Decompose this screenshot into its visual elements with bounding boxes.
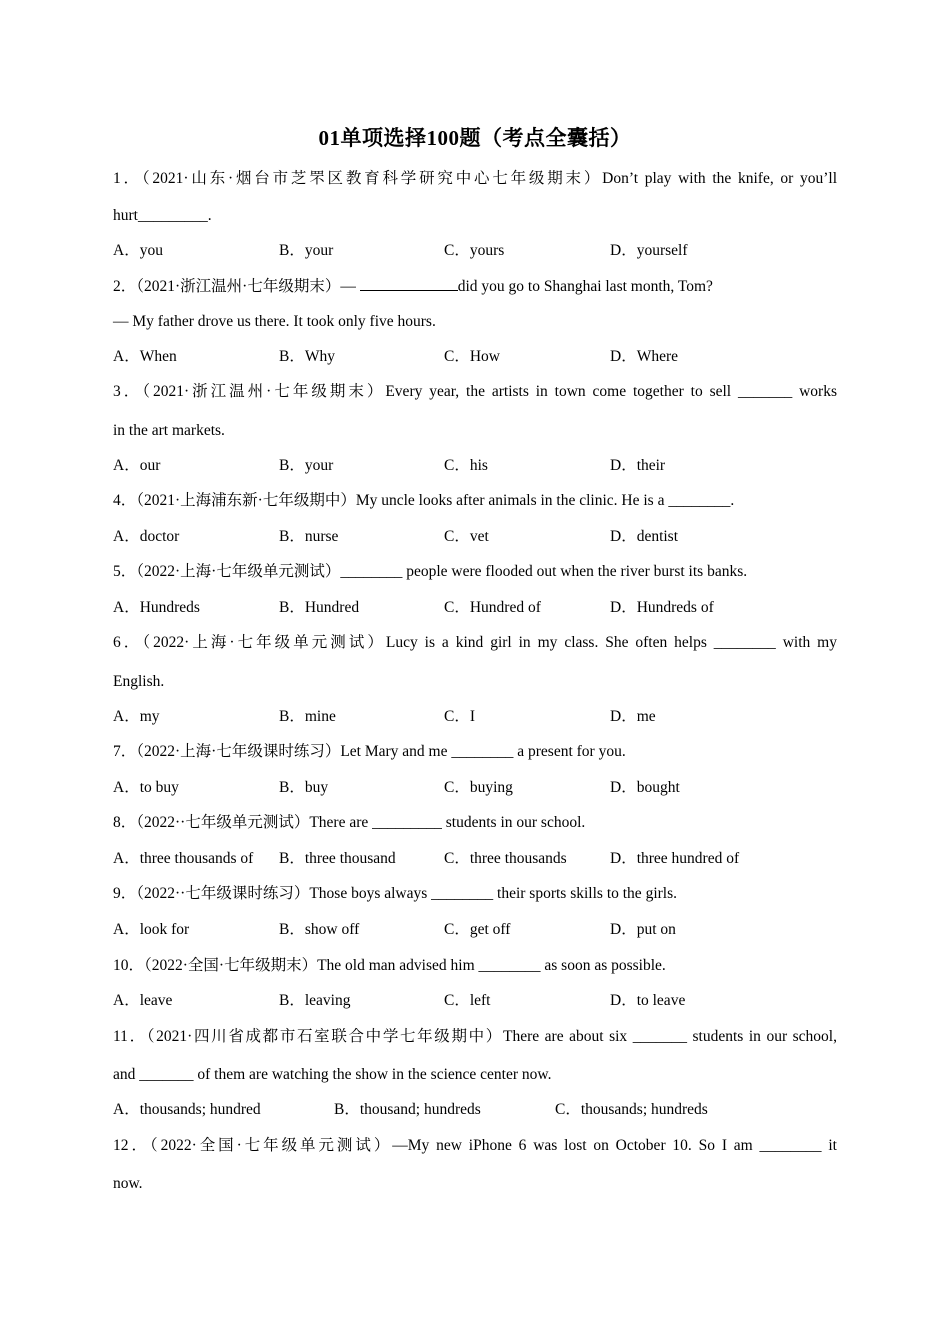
question-4-option-b[interactable]: B．nurse [279, 528, 339, 545]
question-4-option-c[interactable]: C．vet [444, 528, 489, 545]
question-5-option-d[interactable]: D．Hundreds of [610, 599, 714, 616]
question-12-line-2: now. [113, 1175, 143, 1192]
question-6-option-d[interactable]: D．me [610, 708, 656, 725]
question-11-option-c[interactable]: C．thousands; hundreds [555, 1101, 708, 1118]
question-1-line-2: hurt_________. [113, 207, 212, 224]
question-2-suffix: did you go to Shanghai last month, Tom? [457, 278, 713, 295]
question-7-option-d[interactable]: D．bought [610, 779, 680, 796]
question-8-line-1: 8．（2022··七年级单元测试）There are _________ students in our school. [113, 814, 586, 831]
question-5-line-1: 5．（2022·上海·七年级单元测试）________ people were flooded out when the river burst its banks. [113, 563, 748, 580]
question-7-line-1: 7．（2022·上海·七年级课时练习）Let Mary and me ________ a present for you. [113, 743, 626, 760]
question-7-option-b[interactable]: B．buy [279, 779, 329, 796]
question-1-option-c[interactable]: C．yours [444, 242, 505, 259]
question-9-option-c[interactable]: C．get off [444, 921, 511, 938]
question-2-prefix: 2．（2021·浙江温州·七年级期末）— [113, 278, 360, 295]
question-3-line-2: in the art markets. [113, 422, 225, 439]
question-8-option-c[interactable]: C．three thousands [444, 850, 567, 867]
question-5-option-a[interactable]: A．Hundreds [113, 599, 200, 616]
question-7-option-c[interactable]: C．buying [444, 779, 513, 796]
question-4-option-a[interactable]: A．doctor [113, 528, 180, 545]
question-2-option-a[interactable]: A．When [113, 348, 177, 365]
question-6-line-1: 6．（2022·上海·七年级单元测试）Lucy is a kind girl in my class. She often helps ________ with my [113, 634, 837, 651]
question-4-line-1: 4．（2021·上海浦东新·七年级期中）My uncle looks after animals in the clinic. He is a ________. [113, 492, 735, 509]
question-11-option-b[interactable]: B．thousand; hundreds [334, 1101, 481, 1118]
question-2-option-d[interactable]: D．Where [610, 348, 678, 365]
question-10-line-1: 10．（2022·全国·七年级期末）The old man advised him ________ as soon as possible. [113, 957, 666, 974]
question-6-option-c[interactable]: C．I [444, 708, 476, 725]
question-5-option-c[interactable]: C．Hundred of [444, 599, 541, 616]
question-11-line-2: and _______ of them are watching the show in the science center now. [113, 1066, 552, 1083]
question-8-option-d[interactable]: D．three hundred of [610, 850, 740, 867]
question-11-line-1: 11．（2021·四川省成都市石室联合中学七年级期中）There are about six _______ students in our school, [113, 1028, 837, 1045]
question-2-option-c[interactable]: C．How [444, 348, 500, 365]
question-9-option-b[interactable]: B．show off [279, 921, 360, 938]
question-1-line-1: 1．（2021·山东·烟台市芝罘区教育科学研究中心七年级期末）Don’t play with the knife, or you’ll [113, 170, 837, 187]
question-1-option-a[interactable]: A．you [113, 242, 163, 259]
question-9-option-d[interactable]: D．put on [610, 921, 676, 938]
question-3-option-c[interactable]: C．his [444, 457, 488, 474]
question-8-option-a[interactable]: A．three thousands of [113, 850, 254, 867]
question-12-line-1: 12．（2022·全国·七年级单元测试）—My new iPhone 6 was lost on October 10. So I am ________ it [113, 1137, 837, 1154]
question-6-line-2: English. [113, 673, 165, 690]
answer-blank [360, 276, 458, 291]
question-9-option-a[interactable]: A．look for [113, 921, 190, 938]
question-1-option-b[interactable]: B．your [279, 242, 334, 259]
question-11-option-a[interactable]: A．thousands; hundred [113, 1101, 261, 1118]
question-5-option-b[interactable]: B．Hundred [279, 599, 360, 616]
question-3-option-a[interactable]: A．our [113, 457, 161, 474]
question-10-option-c[interactable]: C．left [444, 992, 491, 1009]
page-title: 01单项选择100题（考点全囊括） [318, 126, 632, 150]
question-2-line-1 [113, 276, 713, 297]
question-8-option-b[interactable]: B．three thousand [279, 850, 396, 867]
question-10-option-b[interactable]: B．leaving [279, 992, 351, 1009]
question-3-option-d[interactable]: D．their [610, 457, 666, 474]
question-10-option-a[interactable]: A．leave [113, 992, 173, 1009]
question-7-option-a[interactable]: A．to buy [113, 779, 179, 796]
question-2-option-b[interactable]: B．Why [279, 348, 335, 365]
question-3-option-b[interactable]: B．your [279, 457, 334, 474]
question-1-option-d[interactable]: D．yourself [610, 242, 688, 259]
question-9-line-1: 9．（2022··七年级课时练习）Those boys always ________ their sports skills to the girls. [113, 885, 677, 902]
question-3-line-1: 3．（2021·浙江温州·七年级期末）Every year, the artists in town come together to sell _______ works [113, 383, 837, 400]
question-4-option-d[interactable]: D．dentist [610, 528, 679, 545]
question-6-option-b[interactable]: B．mine [279, 708, 336, 725]
question-2-line-2: — My father drove us there. It took only five hours. [113, 313, 436, 330]
question-10-option-d[interactable]: D．to leave [610, 992, 686, 1009]
question-6-option-a[interactable]: A．my [113, 708, 160, 725]
